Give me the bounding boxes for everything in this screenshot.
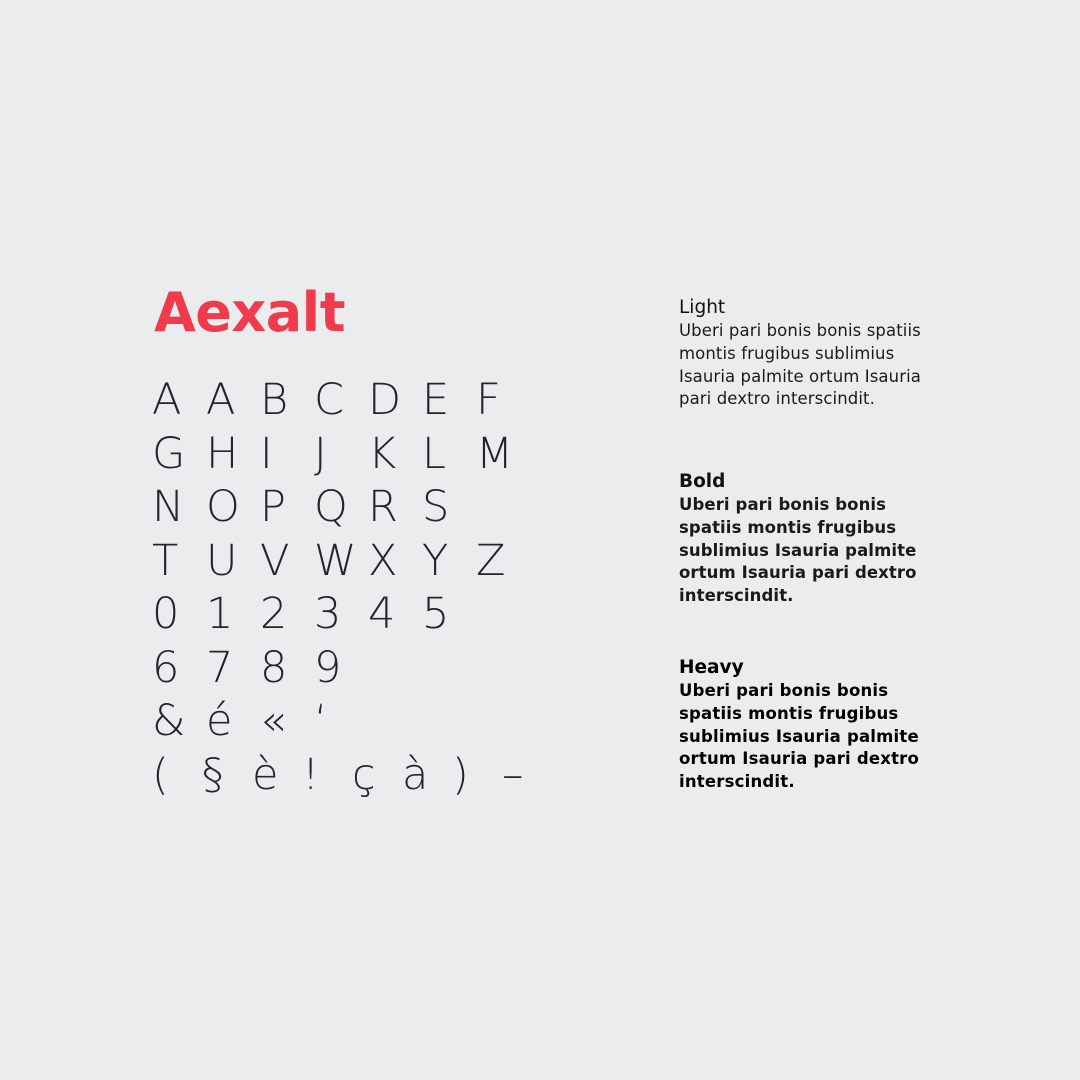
glyph: U xyxy=(206,535,238,586)
glyph: X xyxy=(368,535,398,586)
glyph: ‘ xyxy=(314,696,328,747)
glyph: G xyxy=(152,428,186,479)
glyph: Y xyxy=(422,535,449,586)
glyph: L xyxy=(422,428,446,479)
glyph: ç xyxy=(352,749,376,800)
specimen-bold-text: Uberi pari bonis bonis spatiis montis frugibus sublimius Isauria palmite ortum Isauria pari dextro interscindit. xyxy=(679,495,917,606)
glyph-row-uppercase-3 xyxy=(152,481,552,535)
glyph: § xyxy=(202,749,224,800)
specimen-light-text: Uberi pari bonis bonis spatiis montis frugibus sublimius Isauria palmite ortum Isauria pari dextro interscindit. xyxy=(679,321,921,409)
glyph: Z xyxy=(476,535,506,586)
specimen-bold-title: Bold xyxy=(679,471,726,492)
glyph: T xyxy=(152,535,179,586)
font-name-title: Aexalt xyxy=(154,281,346,344)
glyph: ( xyxy=(152,749,169,800)
specimen-heavy-title: Heavy xyxy=(679,657,744,678)
glyph: D xyxy=(368,375,402,426)
glyph: I xyxy=(260,428,273,479)
specimen-heavy xyxy=(679,656,939,794)
glyph: ! xyxy=(302,749,320,800)
specimen-bold xyxy=(679,470,939,608)
glyph: à xyxy=(402,749,429,800)
glyph: 0 xyxy=(152,589,180,640)
glyph-row-numerals-2 xyxy=(152,642,552,696)
glyph: E xyxy=(422,375,450,426)
glyph: B xyxy=(260,375,289,426)
glyph: Q xyxy=(314,482,348,533)
glyph: 4 xyxy=(368,589,396,640)
glyph: 3 xyxy=(314,589,342,640)
glyph: 7 xyxy=(206,642,234,693)
glyph: 9 xyxy=(314,642,342,693)
glyph-row-uppercase-2 xyxy=(152,428,552,482)
glyph: & xyxy=(152,696,186,747)
glyph: K xyxy=(368,428,397,479)
glyph: 5 xyxy=(422,589,450,640)
glyph: ) xyxy=(452,749,469,800)
specimen-light xyxy=(679,296,939,411)
glyph-set xyxy=(152,374,552,802)
glyph-row-numerals-1 xyxy=(152,588,552,642)
glyph: R xyxy=(368,482,398,533)
glyph-row-symbols-1 xyxy=(152,695,552,749)
glyph: N xyxy=(152,482,185,533)
glyph: 6 xyxy=(152,642,180,693)
glyph: P xyxy=(260,482,286,533)
glyph: C xyxy=(314,375,345,426)
glyph: M xyxy=(476,428,514,479)
glyph-row-uppercase-1 xyxy=(152,374,552,428)
glyph: S xyxy=(422,482,450,533)
glyph: A xyxy=(206,375,236,426)
glyph: – xyxy=(502,749,524,800)
glyph: H xyxy=(206,428,239,479)
glyph: A xyxy=(152,375,182,426)
glyph: W xyxy=(314,535,357,586)
glyph: 2 xyxy=(260,589,288,640)
glyph: F xyxy=(476,375,501,426)
specimen-heavy-text: Uberi pari bonis bonis spatiis montis frugibus sublimius Isauria palmite ortum Isauria pari dextro interscindit. xyxy=(679,681,920,792)
glyph: « xyxy=(260,696,287,747)
glyph: 8 xyxy=(260,642,288,693)
specimen-light-title: Light xyxy=(679,297,726,318)
glyph: V xyxy=(260,535,290,586)
glyph: O xyxy=(206,482,240,533)
glyph: è xyxy=(252,749,279,800)
glyph: é xyxy=(206,696,233,747)
glyph: J xyxy=(314,428,327,479)
glyph: 1 xyxy=(206,589,234,640)
glyph-row-uppercase-4 xyxy=(152,535,552,589)
glyph-row-symbols-2 xyxy=(152,749,552,803)
